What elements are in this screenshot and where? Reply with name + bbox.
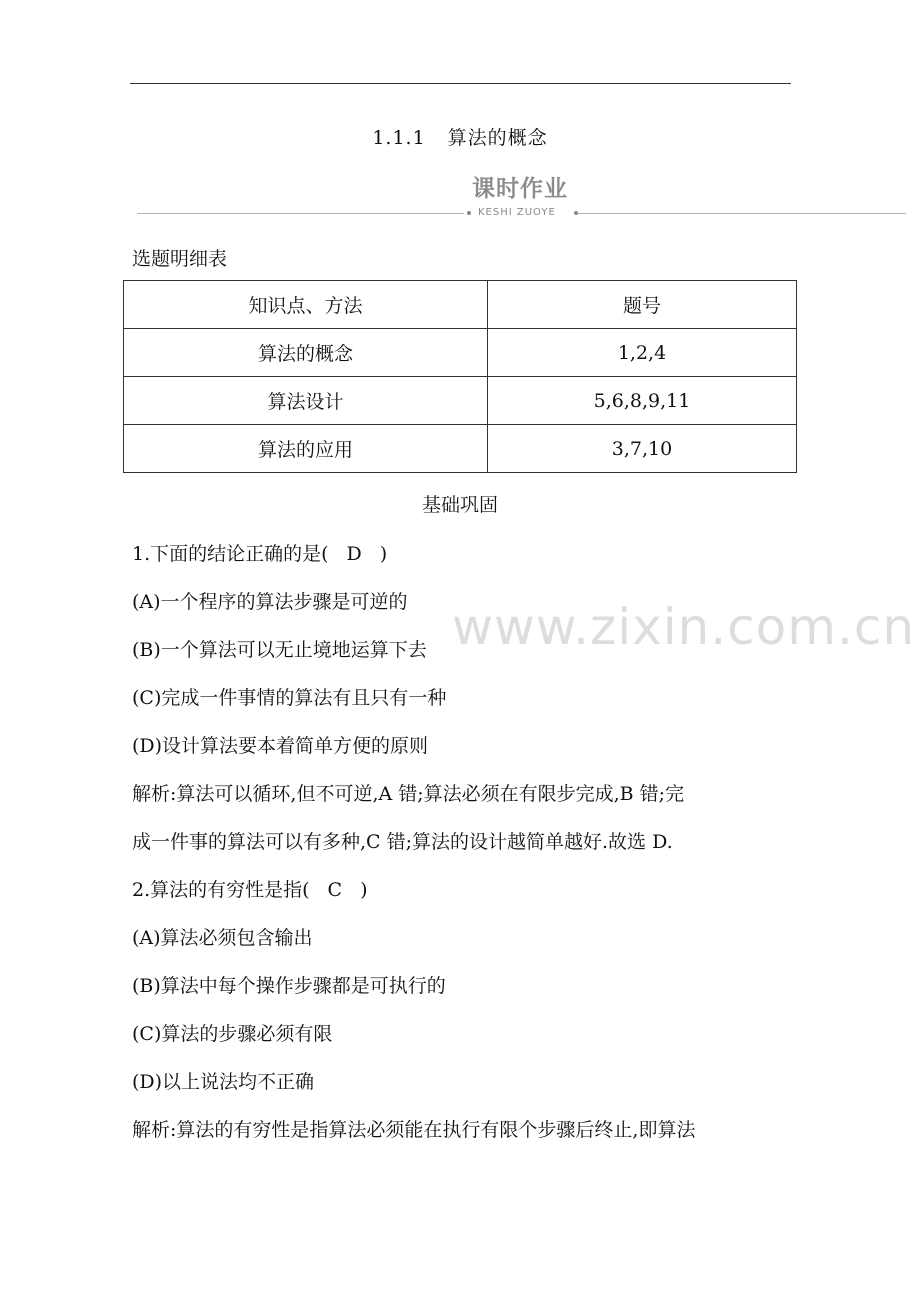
- question-stem-end: ): [360, 879, 368, 901]
- question-option: (B)一个算法可以无止境地运算下去: [132, 639, 427, 661]
- table-header-cell: 题号: [488, 281, 797, 329]
- question-answer: C: [327, 879, 343, 901]
- section-title: 算法的概念: [447, 127, 548, 149]
- question-option: (A)一个程序的算法步骤是可逆的: [132, 591, 408, 613]
- banner-divider-left: [137, 213, 464, 214]
- section-heading: 基础巩固: [421, 494, 498, 516]
- analysis-line: 解析:算法可以循环,但不可逆,A 错;算法必须在有限步完成,B 错;完: [132, 783, 685, 805]
- table-cell: 算法的应用: [124, 425, 488, 473]
- analysis-line: 解析:算法的有穷性是指算法必须能在执行有限个步骤后终止,即算法: [132, 1119, 696, 1141]
- question-option: (C)完成一件事情的算法有且只有一种: [132, 687, 447, 709]
- page-title: [0, 123, 920, 150]
- table-caption: 选题明细表: [132, 248, 228, 270]
- homework-banner: [0, 170, 920, 220]
- topic-table: [123, 280, 797, 473]
- question-option: (A)算法必须包含输出: [132, 927, 313, 949]
- analysis-line: 成一件事的算法可以有多种,C 错;算法的设计越简单越好.故选 D.: [132, 831, 673, 853]
- banner-title: 课时作业: [472, 176, 568, 202]
- table-header-cell: 知识点、方法: [124, 281, 488, 329]
- watermark: www.zixin.com.cn: [452, 598, 916, 656]
- question-option: (B)算法中每个操作步骤都是可执行的: [132, 975, 446, 997]
- question-stem: [132, 875, 368, 902]
- table-cell: 3,7,10: [488, 425, 797, 473]
- banner-dot-left: [467, 211, 471, 215]
- question-option: (D)以上说法均不正确: [132, 1071, 315, 1093]
- table-cell: 1,2,4: [488, 329, 797, 377]
- table-header-row: [124, 281, 797, 329]
- banner-divider-right: [578, 213, 906, 214]
- table-cell: 算法的概念: [124, 329, 488, 377]
- question-option: (C)算法的步骤必须有限: [132, 1023, 333, 1045]
- section-number: 1.1.1: [372, 127, 426, 149]
- question-option: (D)设计算法要本着简单方便的原则: [132, 735, 429, 757]
- table-cell: 算法设计: [124, 377, 488, 425]
- table-cell: 5,6,8,9,11: [488, 377, 797, 425]
- question-stem: [132, 539, 387, 566]
- header-rule: [130, 83, 791, 84]
- table-row: [124, 329, 797, 377]
- question-stem-text: 2.算法的有穷性是指(: [132, 879, 310, 901]
- question-stem-text: 1.下面的结论正确的是(: [132, 543, 329, 565]
- table-row: [124, 425, 797, 473]
- question-stem-end: ): [379, 543, 388, 565]
- banner-subtitle: KESHI ZUOYE: [478, 207, 556, 218]
- table-row: [124, 377, 797, 425]
- question-answer: D: [346, 543, 362, 565]
